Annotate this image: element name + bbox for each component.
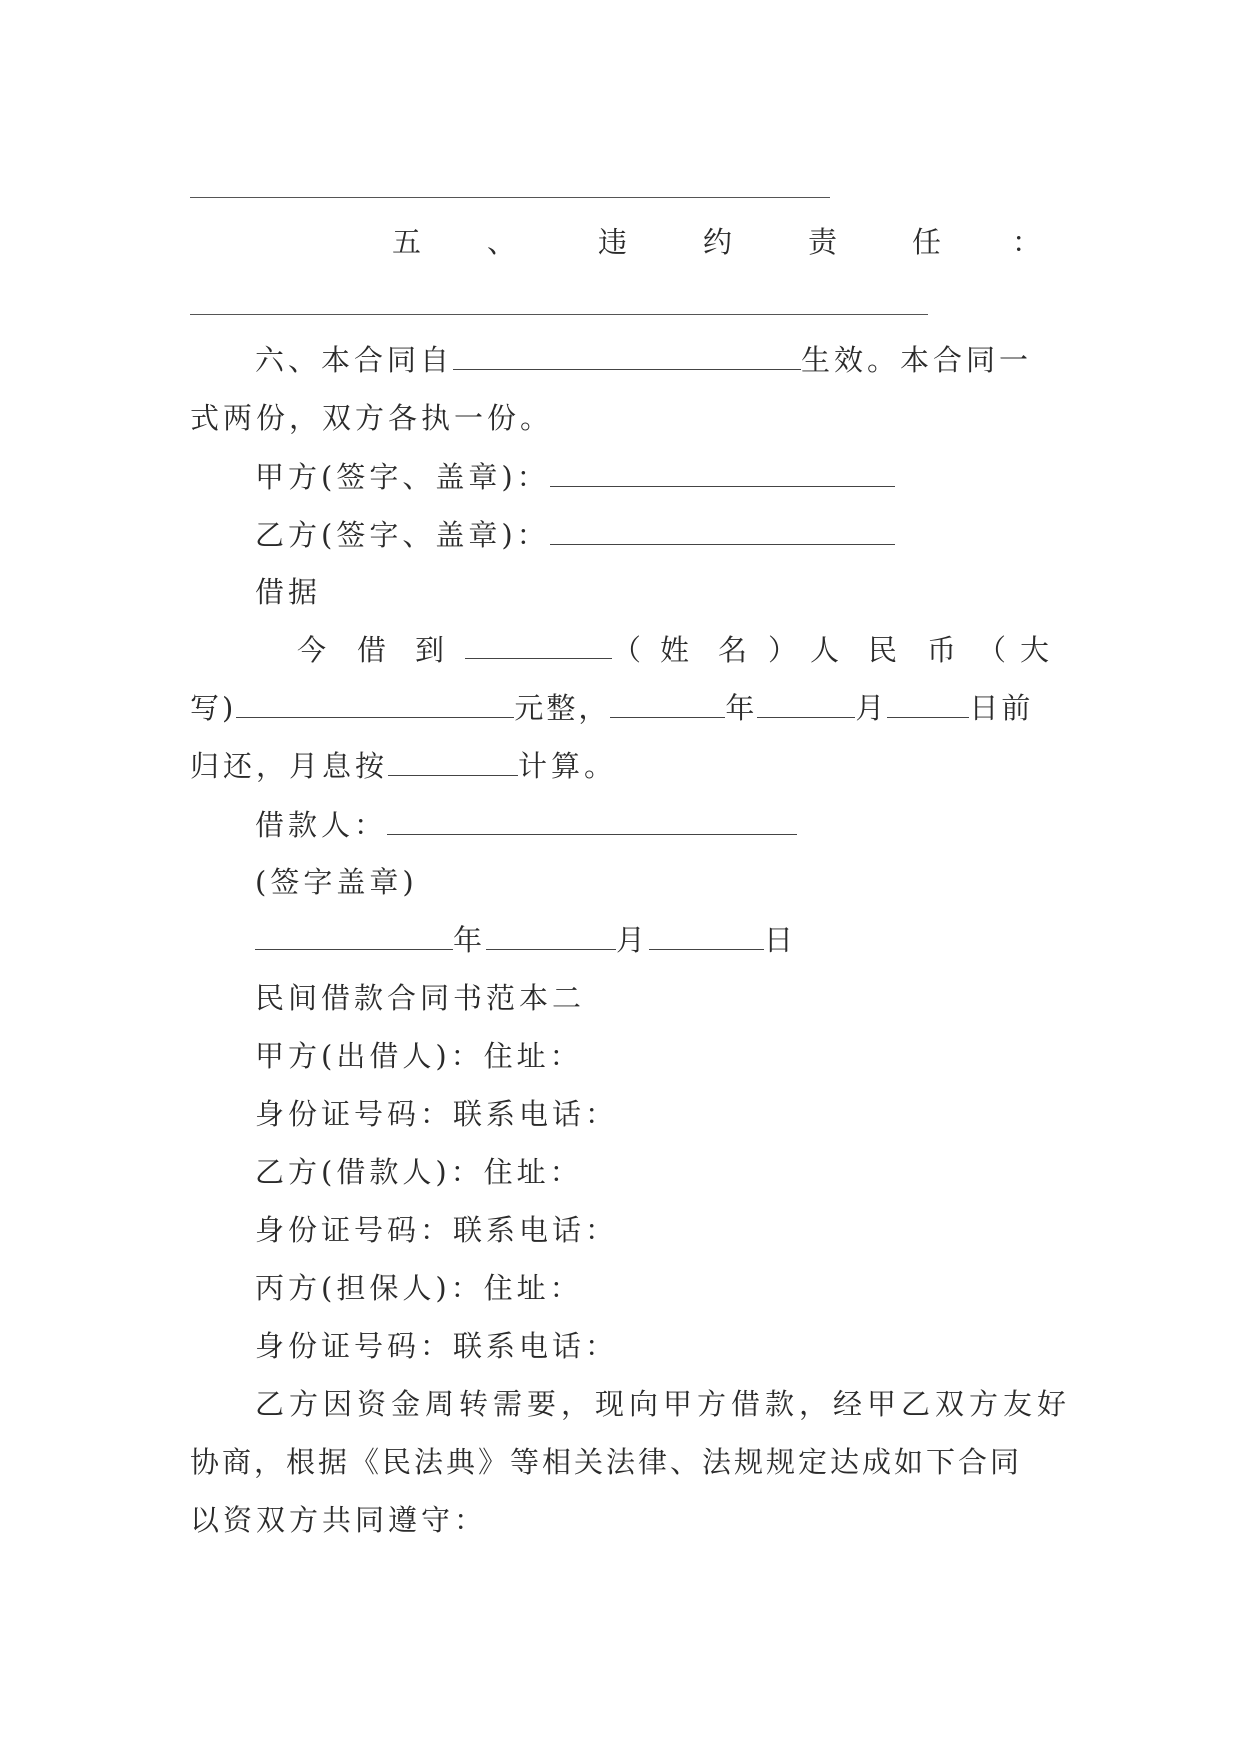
- preamble-line-3: 以资双方共同遵守：: [190, 1503, 488, 1537]
- effective-date-blank: [453, 343, 801, 370]
- borrower-line: [255, 805, 797, 845]
- iou-l3-b: 计算。: [518, 749, 618, 783]
- iou-l1-c4: （: [612, 633, 642, 667]
- iou-month-blank: [486, 923, 616, 950]
- iou-day: 日: [764, 923, 798, 957]
- iou-l2-b: 元整，: [514, 691, 611, 725]
- party-a-sign-line: [255, 457, 895, 497]
- iou-line-3: [190, 746, 617, 786]
- seal-note: (签字盖章): [255, 865, 418, 899]
- party-b-sign-blank: [550, 518, 895, 545]
- iou-l1-c8: 人: [810, 633, 840, 667]
- sample2-title: 民间借款合同书范本二: [255, 981, 586, 1015]
- party-a-sign-label: 甲方(签字、盖章)：: [255, 460, 550, 494]
- iou-l1-c1: 今: [297, 633, 327, 667]
- sec6-line-1: [255, 340, 1032, 380]
- iou-l1-c11: （: [977, 633, 1007, 667]
- iou-year: 年: [453, 923, 487, 957]
- iou-date-line: [255, 920, 797, 960]
- fill-line-top: [190, 197, 830, 198]
- iou-l1-c2: 借: [357, 633, 387, 667]
- iou-l1-c6: 名: [718, 633, 748, 667]
- iou-day-blank: [649, 923, 764, 950]
- repay-year-blank: [610, 691, 725, 718]
- preamble-line-1: 乙方因资金周转需要，现向甲方借款，经甲乙双方友好: [255, 1387, 1072, 1421]
- iou-l1-c7: ）: [768, 633, 798, 667]
- iou-line-2: [190, 688, 1033, 728]
- party-b-sign-label: 乙方(签字、盖章)：: [255, 518, 550, 552]
- iou-l1-c3: 到: [415, 633, 445, 667]
- borrower-label: 借款人：: [255, 808, 388, 842]
- iou-l2-a: 写): [190, 691, 237, 725]
- fill-line-sec5: [190, 314, 928, 315]
- party-a-sign-blank: [550, 460, 895, 487]
- borrower-blank: [387, 808, 797, 835]
- iou-l3-a: 归还，月息按: [190, 749, 389, 783]
- party-c-info: 丙方(担保人)：住址：: [255, 1271, 583, 1305]
- iou-month: 月: [616, 923, 650, 957]
- party-c-id: 身份证号码：联系电话：: [255, 1329, 619, 1363]
- repay-month-blank: [757, 691, 855, 718]
- party-b-sign-line: [255, 515, 895, 555]
- party-b-info: 乙方(借款人)：住址：: [255, 1155, 583, 1189]
- sec6-mid: 生效。本合同一: [801, 343, 1033, 377]
- iou-l2-e: 日前: [969, 691, 1034, 725]
- iou-l1-c5: 姓: [660, 633, 690, 667]
- iou-l1-c10: 币: [927, 633, 957, 667]
- iou-year-blank: [255, 923, 453, 950]
- interest-blank: [388, 749, 518, 776]
- repay-day-blank: [887, 691, 969, 718]
- sec5-char-4: 约: [703, 225, 733, 259]
- lender-name-blank: [465, 632, 612, 659]
- sec5-char-5: 责: [808, 225, 838, 259]
- iou-title: 借据: [255, 575, 322, 609]
- iou-l2-c: 年: [725, 691, 758, 725]
- iou-l1-c9: 民: [868, 633, 898, 667]
- preamble-line-2: 协商，根据《民法典》等相关法律、法规规定达成如下合同: [190, 1445, 1023, 1479]
- amount-blank: [236, 691, 514, 718]
- party-a-id: 身份证号码：联系电话：: [255, 1097, 619, 1131]
- sec5-char-3: 违: [598, 225, 628, 259]
- party-b-id: 身份证号码：联系电话：: [255, 1213, 619, 1247]
- sec6-lead: 六、本合同自: [255, 343, 454, 377]
- iou-l2-d: 月: [855, 691, 888, 725]
- sec6-line-2: 式两份，双方各执一份。: [190, 401, 554, 435]
- iou-l1-c12: 大: [1020, 633, 1050, 667]
- sec5-char-1: 五: [392, 225, 422, 259]
- sec5-char-2: 、: [487, 225, 517, 259]
- sec5-char-7: ：: [1012, 225, 1042, 259]
- party-a-info: 甲方(出借人)：住址：: [255, 1039, 583, 1073]
- sec5-char-6: 任: [912, 225, 942, 259]
